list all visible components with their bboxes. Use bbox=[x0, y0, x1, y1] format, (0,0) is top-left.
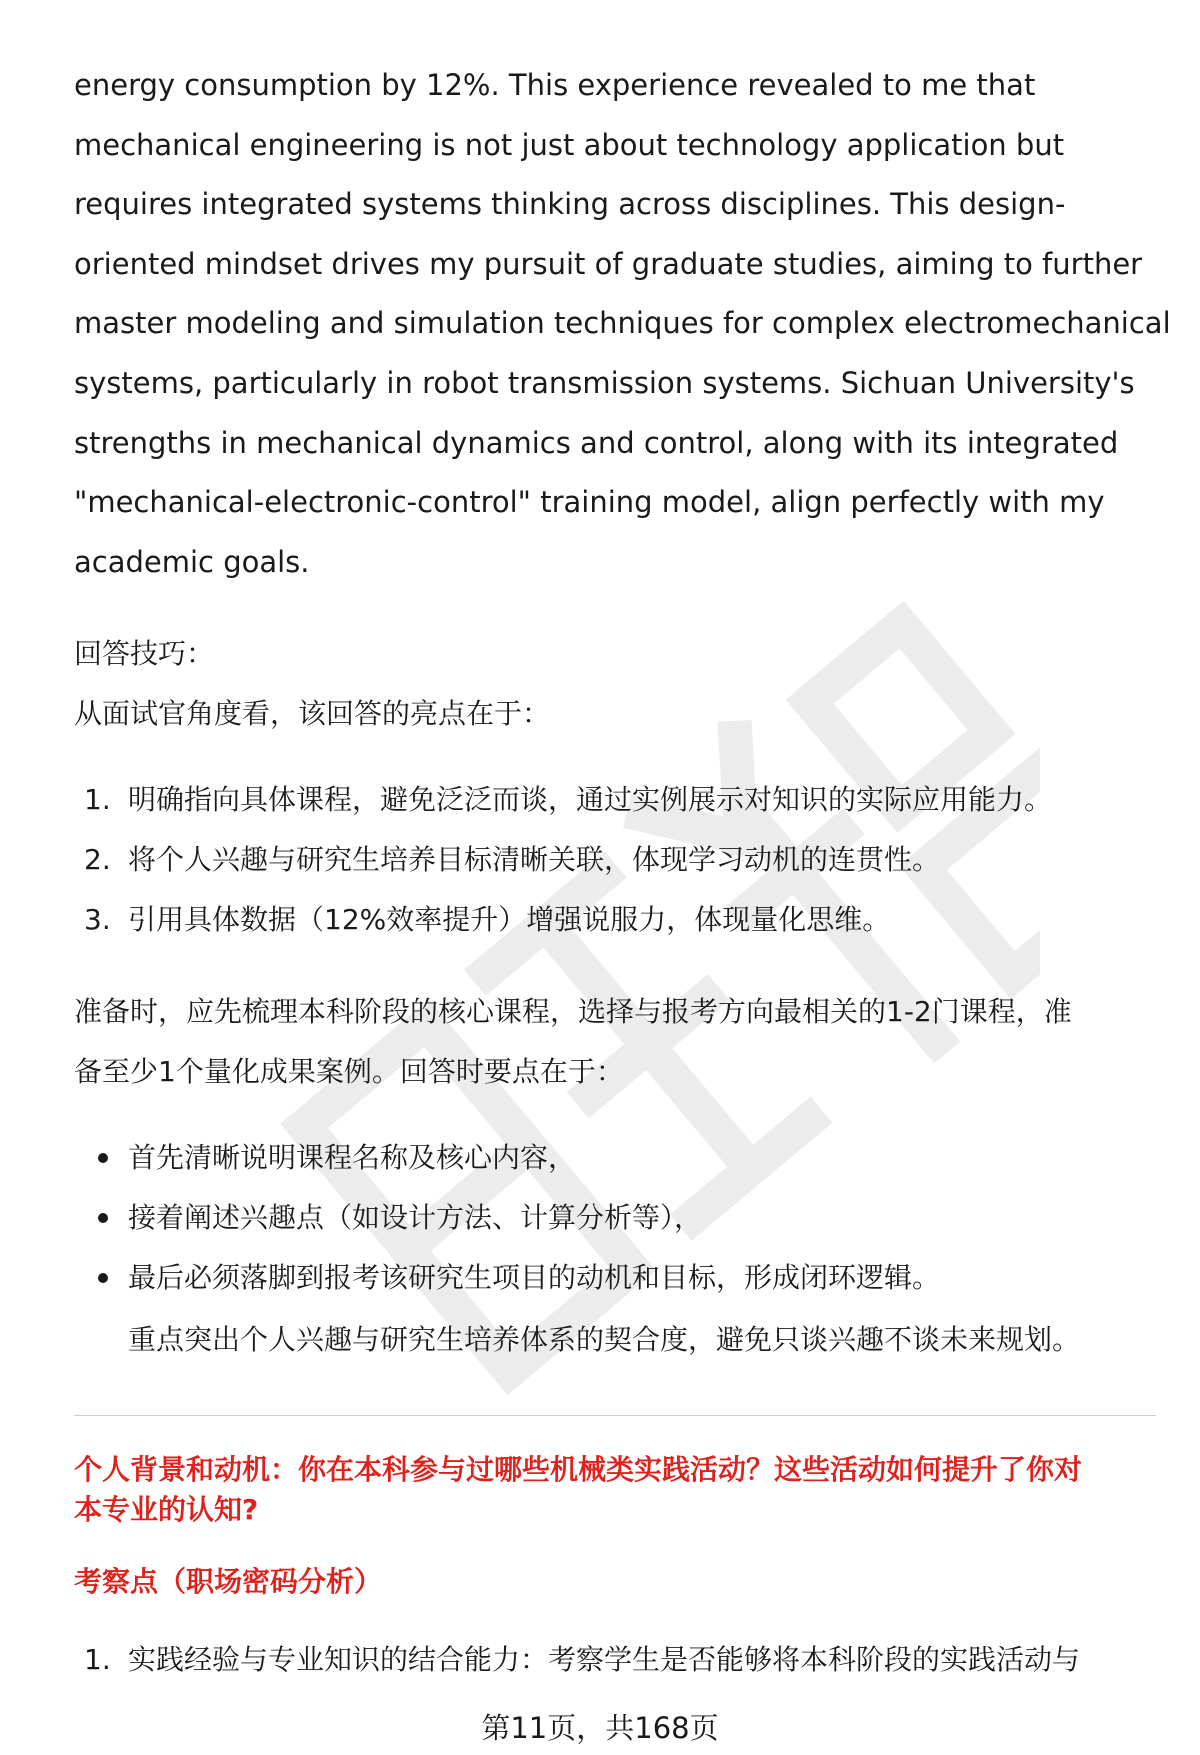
bullet-item-text: 接着阐述兴趣点（如设计方法、计算分析等）， bbox=[128, 1201, 703, 1234]
paragraph-line: requires integrated systems thinking across disciplines. This design- bbox=[74, 187, 1066, 222]
tips-intro: 从面试官角度看，该回答的亮点在于： bbox=[74, 697, 551, 730]
list-item-text: 将个人兴趣与研究生培养目标清晰关联，体现学习动机的连贯性。 bbox=[128, 843, 941, 876]
list-number: 1. bbox=[84, 1643, 111, 1676]
prep-line-1: 准备时，应先梳理本科阶段的核心课程，选择与报考方向最相关的1-2门课程，准 bbox=[74, 995, 1072, 1028]
question-title-line: 本专业的认知? bbox=[74, 1493, 259, 1526]
bullet-item-text: 首先清晰说明课程名称及核心内容， bbox=[128, 1141, 577, 1174]
bullet-icon bbox=[98, 1213, 108, 1223]
paragraph-line: oriented mindset drives my pursuit of graduate studies, aiming to further bbox=[74, 246, 1143, 281]
list-number: 3. bbox=[84, 903, 111, 936]
points-list bbox=[74, 1630, 1080, 1690]
list-item bbox=[74, 890, 1052, 950]
bullet-icon bbox=[98, 1153, 108, 1163]
list-item-text: 引用具体数据（12%效率提升）增强说服力，体现量化思维。 bbox=[128, 903, 891, 936]
paragraph-line: energy consumption by 12%. This experience revealed to me that bbox=[74, 68, 1036, 102]
question-subheading: 考察点（职场密码分析） bbox=[74, 1565, 383, 1598]
bullet-item-text: 最后必须落脚到报考该研究生项目的动机和目标，形成闭环逻辑。 bbox=[128, 1261, 941, 1294]
paragraph-line: academic goals. bbox=[74, 544, 310, 579]
list-item-text: 明确指向具体课程，避免泛泛而谈，通过实例展示对知识的实际应用能力。 bbox=[128, 783, 1053, 816]
list-number: 2. bbox=[84, 843, 111, 876]
tips-list bbox=[74, 770, 1052, 950]
english-paragraph bbox=[74, 56, 1171, 592]
prep-line-2: 备至少1个量化成果案例。回答时要点在于： bbox=[74, 1055, 624, 1088]
list-number: 1. bbox=[84, 783, 111, 816]
question-title-line: 个人背景和动机：你在本科参与过哪些机械类实践活动？这些活动如何提升了你对 bbox=[74, 1453, 1083, 1486]
steps-list bbox=[74, 1128, 940, 1308]
bullet-icon bbox=[98, 1273, 108, 1283]
paragraph-line: mechanical engineering is not just about technology application but bbox=[74, 127, 1065, 162]
page-footer: 第11页，共168页 bbox=[481, 1711, 719, 1745]
paragraph-line: systems, particularly in robot transmission systems. Sichuan University's bbox=[74, 365, 1135, 400]
list-item bbox=[74, 830, 1052, 890]
question-title bbox=[74, 1450, 1156, 1530]
paragraph-line: master modeling and simulation techniques for complex electromechanical bbox=[74, 306, 1171, 341]
paragraph-line: "mechanical-electronic-control" training model, align perfectly with my bbox=[74, 485, 1105, 520]
list-item bbox=[74, 770, 1052, 830]
tips-heading: 回答技巧： bbox=[74, 637, 215, 670]
bullet-item bbox=[74, 1188, 940, 1248]
list-item bbox=[74, 1630, 1080, 1690]
prep-note: 重点突出个人兴趣与研究生培养体系的契合度，避免只谈兴趣不谈未来规划。 bbox=[128, 1323, 1081, 1356]
list-item-text: 实践经验与专业知识的结合能力：考察学生是否能够将本科阶段的实践活动与 bbox=[128, 1643, 1081, 1676]
section-divider bbox=[74, 1415, 1156, 1416]
paragraph-line: strengths in mechanical dynamics and control, along with its integrated bbox=[74, 425, 1119, 460]
bullet-item bbox=[74, 1248, 940, 1308]
bullet-item bbox=[74, 1128, 940, 1188]
